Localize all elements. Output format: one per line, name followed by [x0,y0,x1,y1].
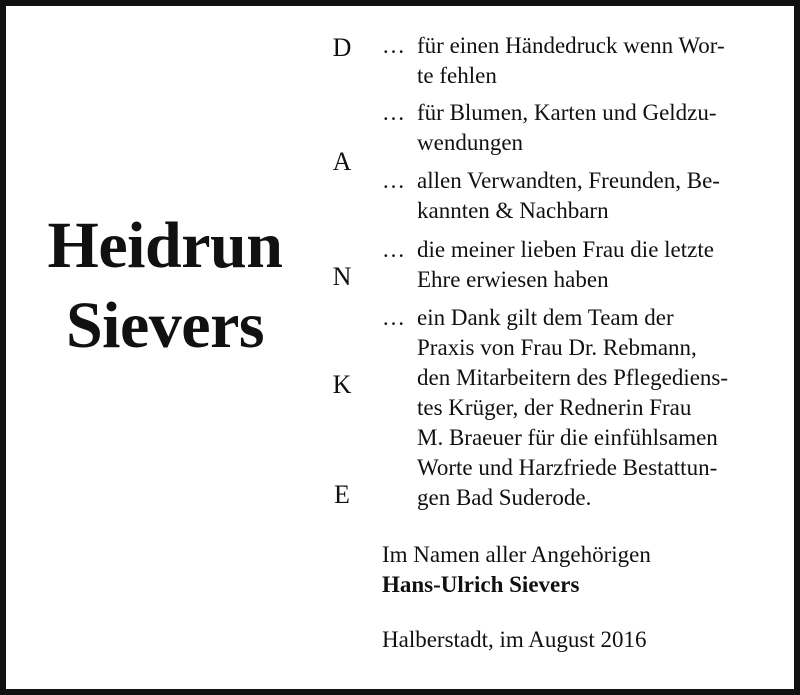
text-line: M. Braeuer für die einfühlsamen [417,425,718,450]
thanks-4-ellipsis: … [382,237,405,262]
danke-letter-n: N [332,262,352,291]
text-line: allen Verwandten, Freunden, Be- [417,168,720,193]
text-line: ein Dank gilt dem Team der [417,305,674,330]
deceased-last-name: Sievers [65,289,265,362]
text-line: Worte und Harzfriede Bestattun- [417,455,718,480]
text-line: Ehre erwiesen haben [417,267,609,292]
text-line: wendungen [417,130,524,155]
thanks-2-text [417,98,767,158]
text-line: te fehlen [417,63,497,88]
thanks-1-text [417,31,767,91]
signature-block [382,540,762,600]
signature-intro: Im Namen aller Angehörigen [382,542,651,567]
place-date: Halberstadt, im August 2016 [382,627,647,652]
thanks-4-text [417,235,767,295]
signature-name: Hans-Ulrich Sievers [382,572,580,597]
text-line: kannten & Nachbarn [417,198,609,223]
thanks-3-text [417,166,767,226]
text-line: tes Krüger, der Rednerin Frau [417,395,692,420]
thanks-3-ellipsis: … [382,168,405,193]
thanks-5-text [417,303,767,513]
deceased-first-name: Heidrun [47,209,283,282]
text-line: die meiner lieben Frau die letzte [417,237,714,262]
text-line: gen Bad Suderode. [417,485,592,510]
danke-letter-e: E [334,480,350,509]
thanks-1-ellipsis: … [382,33,405,58]
text-line: für Blumen, Karten und Geldzu- [417,100,717,125]
danke-letter-d: D [332,33,352,62]
thanks-5-ellipsis: … [382,305,405,330]
text-line: für einen Händedruck wenn Wor- [417,33,725,58]
danke-letter-a: A [332,147,352,176]
text-line: den Mitarbeitern des Pflegediens- [417,365,729,390]
thanks-2-ellipsis: … [382,100,405,125]
danke-letter-k: K [332,370,352,399]
text-line: Praxis von Frau Dr. Rebmann, [417,335,697,360]
